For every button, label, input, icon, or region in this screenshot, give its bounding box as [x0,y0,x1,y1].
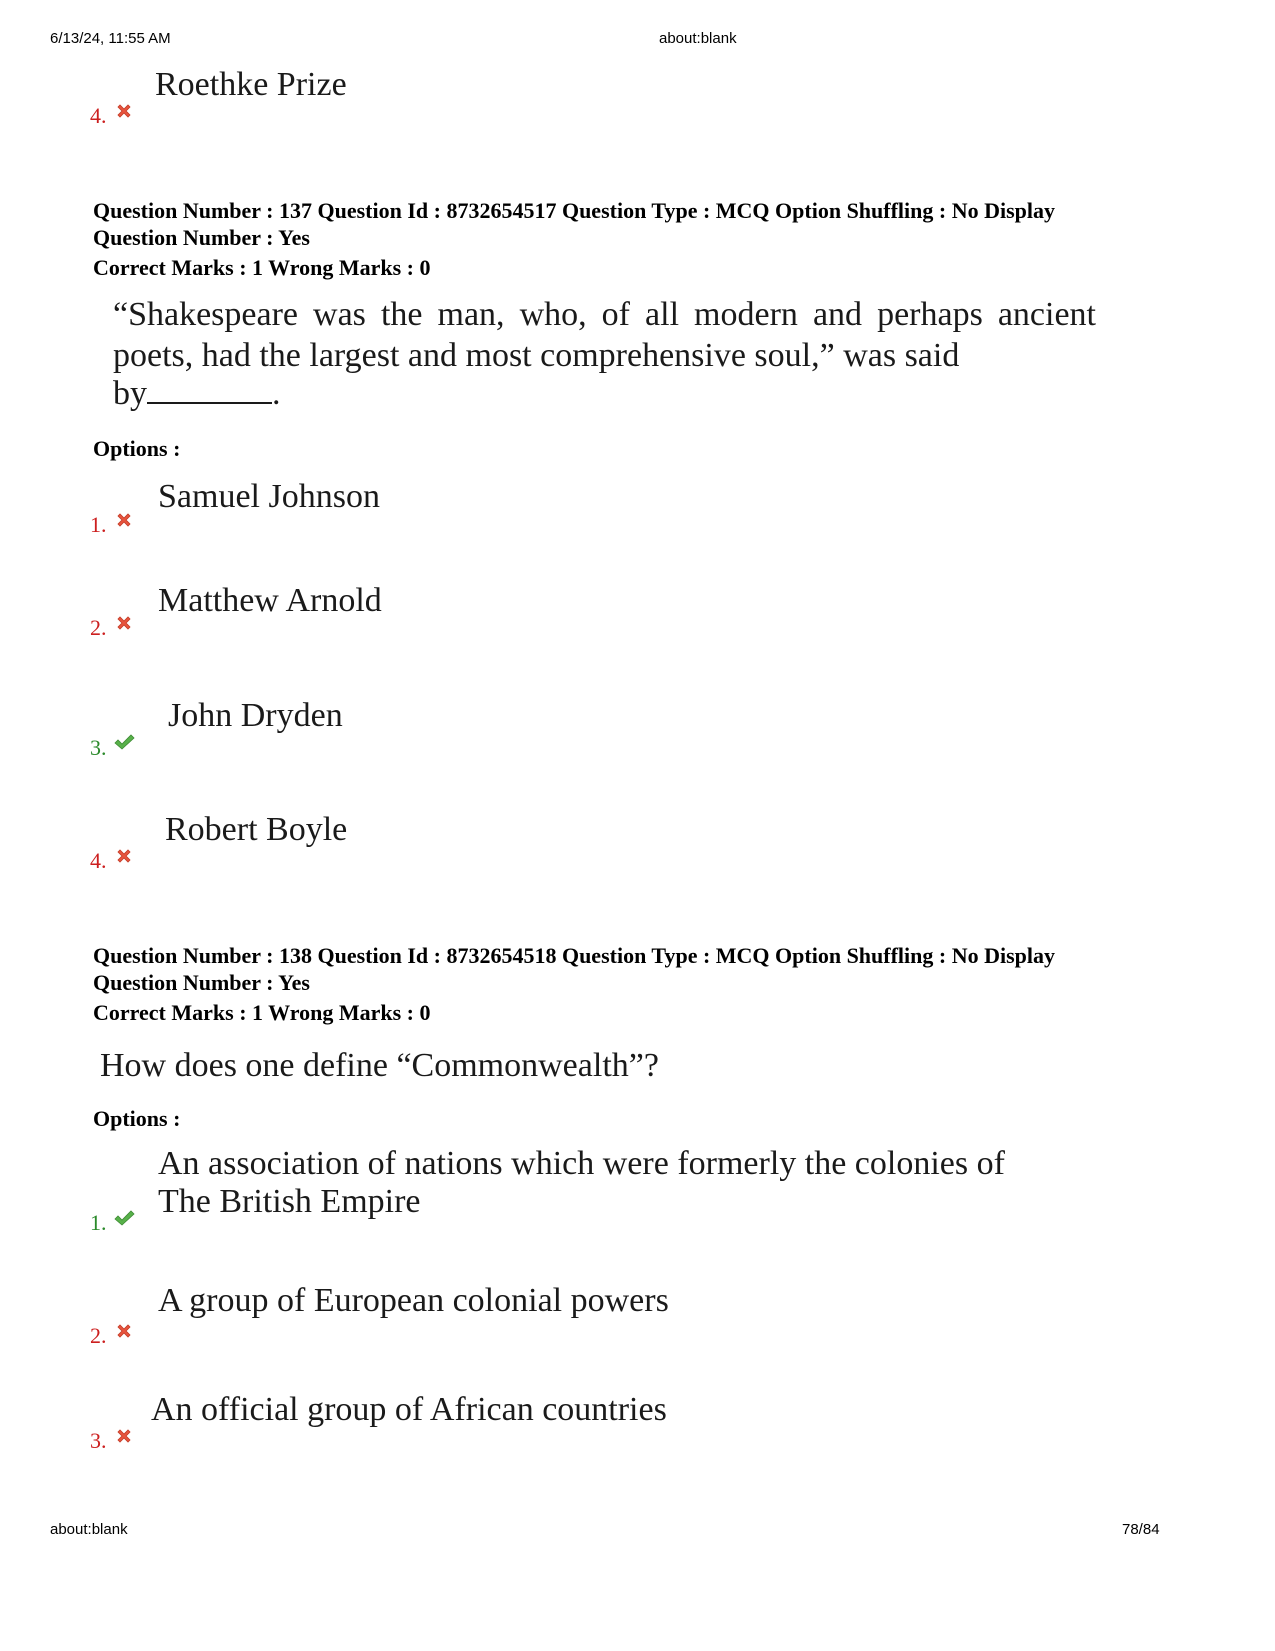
question-marks: Correct Marks : 1 Wrong Marks : 0 [93,255,431,280]
question-meta [93,942,1213,1026]
print-page-number: 78/84 [1122,1521,1160,1538]
options-label: Options : [93,436,181,461]
question-text-end [113,372,281,414]
option-number: 2. [90,1323,107,1348]
question-meta [93,197,1213,281]
option-text: Matthew Arnold [158,582,382,619]
question-text-by: by [113,375,147,412]
option-text: Samuel Johnson [158,478,380,515]
option-number: 3. [90,1428,107,1453]
cross-icon [114,510,134,530]
question-text: How does one define “Commonwealth”? [100,1047,659,1084]
option-number: 4. [90,103,107,128]
print-footer-url: about:blank [50,1521,128,1538]
option-text-line1: An association of nations which were formerly the colonies of [158,1145,1005,1182]
option-text: An official group of African countries [151,1391,667,1428]
check-icon [113,732,135,752]
option-number: 3. [90,735,107,760]
cross-icon [114,846,134,866]
question-text-main: “Shakespeare was the man, who, of all modern and perhaps ancient poets, had the largest and most comprehensive soul,” was said [113,296,1096,374]
cross-icon [114,1321,134,1341]
cross-icon [114,1426,134,1446]
option-text: Robert Boyle [165,811,348,848]
question-meta-line2: Question Number : Yes [93,225,310,250]
question-meta-line1: Question Number : 137 Question Id : 8732654517 Question Type : MCQ Option Shuffling : No Display [93,198,1056,223]
option-text: Roethke Prize [155,66,347,103]
cross-icon [114,613,134,633]
cross-icon [114,101,134,121]
option-number: 1. [90,512,107,537]
option-text: John Dryden [168,697,343,734]
option-text: A group of European colonial powers [158,1282,669,1319]
question-text [113,294,1096,376]
print-datetime: 6/13/24, 11:55 AM [50,30,171,47]
option-number: 1. [90,1210,107,1235]
answer-blank [147,372,272,404]
option-number: 4. [90,848,107,873]
option-text [158,1143,1046,1184]
options-label: Options : [93,1106,181,1131]
question-text-period: . [272,375,281,412]
question-marks: Correct Marks : 1 Wrong Marks : 0 [93,1000,431,1025]
print-title: about:blank [659,30,737,47]
check-icon [113,1208,135,1228]
option-text-line2: The British Empire [158,1183,421,1220]
question-meta-line1: Question Number : 138 Question Id : 8732654518 Question Type : MCQ Option Shuffling : No Display [93,943,1056,968]
question-meta-line2: Question Number : Yes [93,970,310,995]
option-number: 2. [90,615,107,640]
